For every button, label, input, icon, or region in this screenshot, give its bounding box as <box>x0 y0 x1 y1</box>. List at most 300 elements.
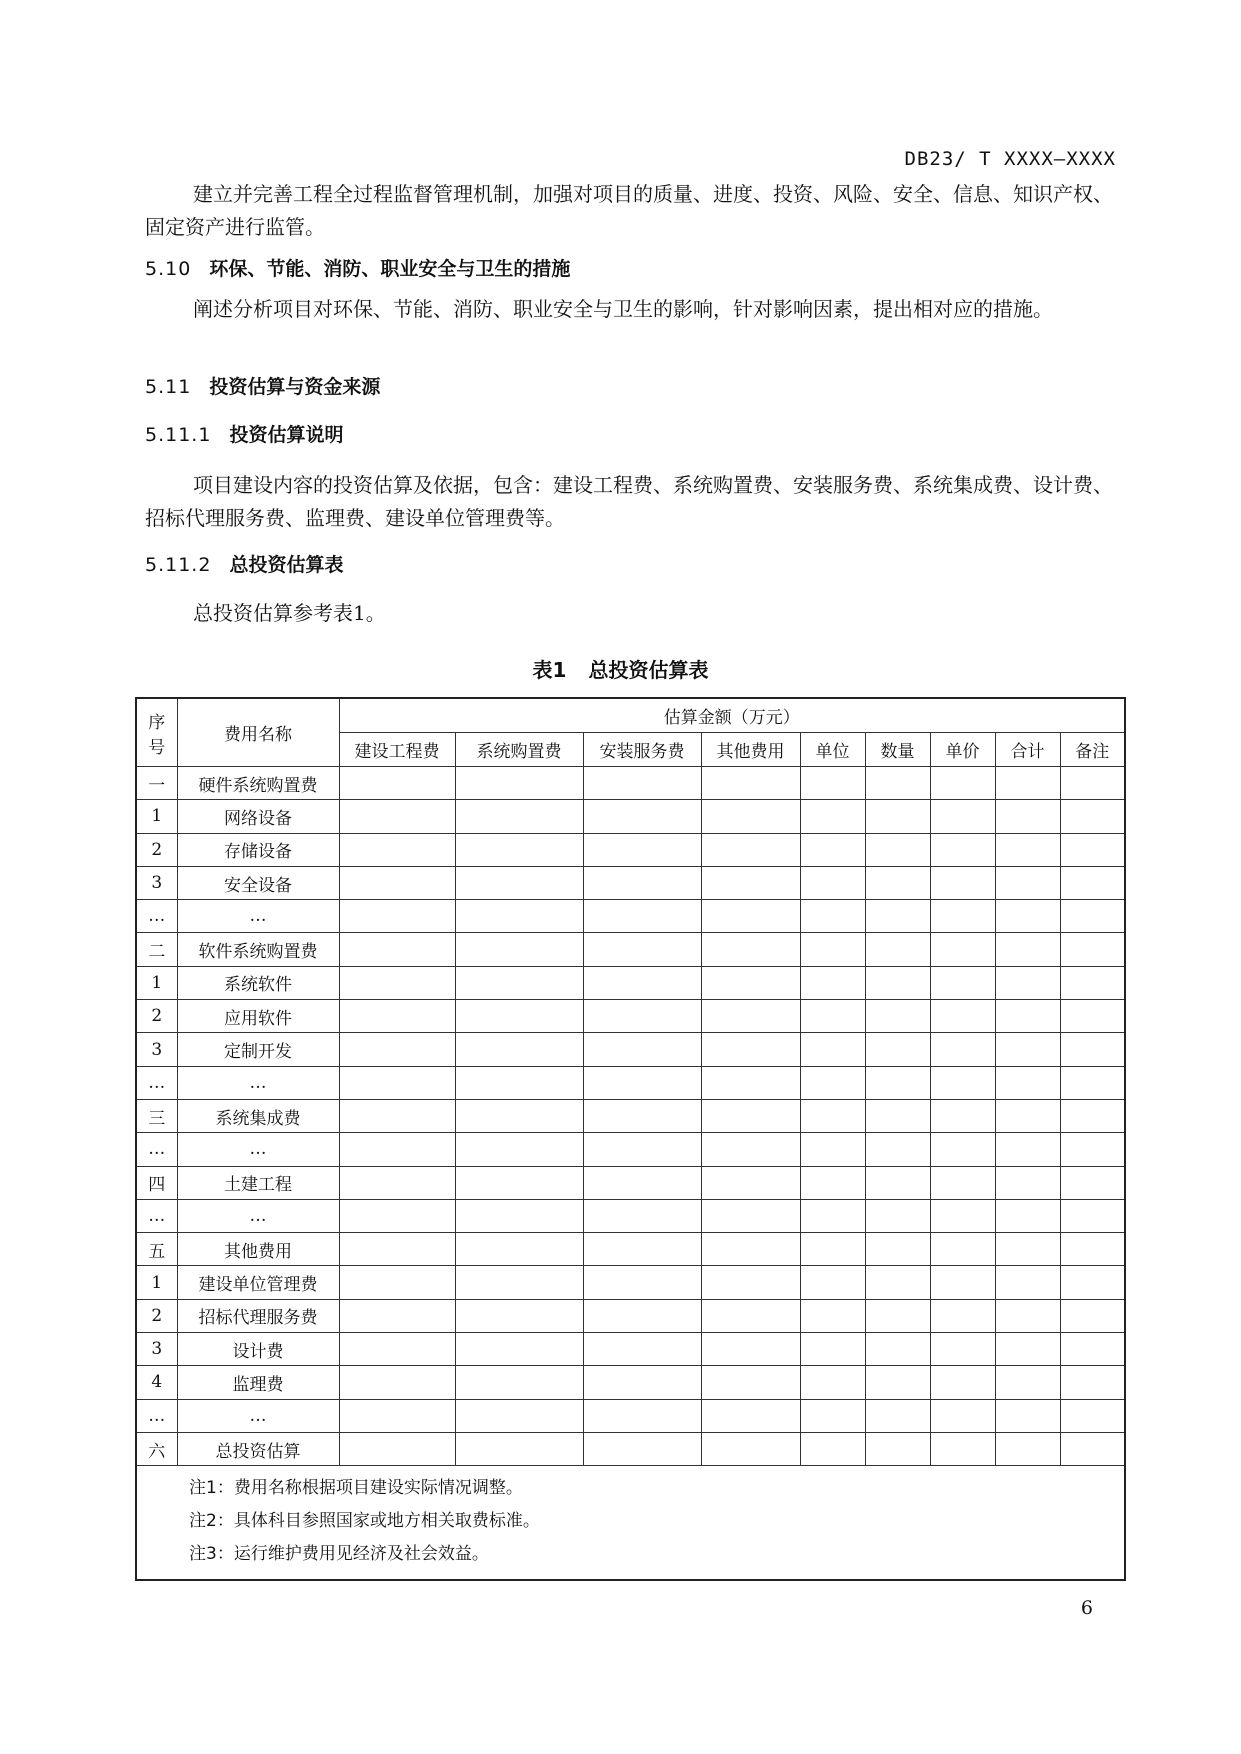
value-cell[interactable] <box>701 1099 800 1132</box>
value-cell[interactable] <box>865 933 930 966</box>
value-cell[interactable] <box>1060 966 1125 999</box>
value-cell[interactable] <box>930 1099 995 1132</box>
row-number-cell: 1 <box>136 800 177 833</box>
value-cell[interactable] <box>800 1299 865 1332</box>
value-cell[interactable] <box>930 1299 995 1332</box>
value-cell[interactable] <box>339 1199 455 1232</box>
table-caption-number: 表1 <box>532 658 567 682</box>
row-number-cell: 六 <box>136 1432 177 1465</box>
value-cell[interactable] <box>930 1366 995 1399</box>
note-label: 注2： <box>189 1511 234 1532</box>
value-cell[interactable] <box>583 1000 701 1033</box>
value-cell[interactable] <box>455 833 583 866</box>
value-cell[interactable] <box>1060 1399 1125 1432</box>
table-note <box>189 1472 1124 1505</box>
value-cell[interactable] <box>339 1166 455 1199</box>
value-cell[interactable] <box>930 1432 995 1465</box>
value-cell[interactable] <box>995 966 1060 999</box>
column-header: 单位 <box>800 733 865 767</box>
value-cell[interactable] <box>930 933 995 966</box>
value-cell[interactable] <box>995 900 1060 933</box>
value-cell[interactable] <box>339 1233 455 1266</box>
row-name-cell: 硬件系统购置费 <box>177 767 339 800</box>
section-heading-5-11 <box>145 372 380 399</box>
value-cell[interactable] <box>339 1366 455 1399</box>
note-label: 注1： <box>189 1478 234 1499</box>
value-cell[interactable] <box>1060 866 1125 899</box>
value-cell[interactable] <box>865 1233 930 1266</box>
row-name-cell: 定制开发 <box>177 1033 339 1066</box>
value-cell[interactable] <box>1060 800 1125 833</box>
value-cell[interactable] <box>455 966 583 999</box>
value-cell[interactable] <box>339 1000 455 1033</box>
value-cell[interactable] <box>800 1033 865 1066</box>
value-cell[interactable] <box>455 900 583 933</box>
value-cell[interactable] <box>583 1166 701 1199</box>
value-cell[interactable] <box>865 1366 930 1399</box>
column-header: 系统购置费 <box>455 733 583 767</box>
table-body <box>136 767 1125 1466</box>
section-number: 5.11 <box>145 376 192 398</box>
row-name-cell: 软件系统购置费 <box>177 933 339 966</box>
column-header: 建设工程费 <box>339 733 455 767</box>
value-cell[interactable] <box>583 1366 701 1399</box>
row-number-cell: 二 <box>136 933 177 966</box>
value-cell[interactable] <box>930 1233 995 1266</box>
value-cell[interactable] <box>455 1299 583 1332</box>
value-cell[interactable] <box>583 866 701 899</box>
column-header: 数量 <box>865 733 930 767</box>
paragraph-text: 项目建设内容的投资估算及依据，包含：建设工程费、系统购置费、安装服务费、系统集成费、设计费、招标代理服务费、监理费、建设单位管理费等。 <box>145 473 1113 530</box>
value-cell[interactable] <box>583 1066 701 1099</box>
table-row <box>136 1233 1125 1266</box>
value-cell[interactable] <box>995 1033 1060 1066</box>
value-cell[interactable] <box>865 1133 930 1166</box>
value-cell[interactable] <box>930 1000 995 1033</box>
value-cell[interactable] <box>865 1432 930 1465</box>
table-caption-title: 总投资估算表 <box>588 658 709 682</box>
table-row <box>136 1366 1125 1399</box>
section-heading-5-11-1 <box>145 420 343 447</box>
value-cell[interactable] <box>455 1266 583 1299</box>
value-cell[interactable] <box>1060 1066 1125 1099</box>
value-cell[interactable] <box>1060 1033 1125 1066</box>
value-cell[interactable] <box>583 1233 701 1266</box>
row-name-cell: 招标代理服务费 <box>177 1299 339 1332</box>
value-cell[interactable] <box>583 1133 701 1166</box>
page-number: 6 <box>1080 1597 1093 1619</box>
value-cell[interactable] <box>339 1299 455 1332</box>
value-cell[interactable] <box>701 833 800 866</box>
value-cell[interactable] <box>339 900 455 933</box>
section-title: 环保、节能、消防、职业安全与卫生的措施 <box>209 258 571 280</box>
value-cell[interactable] <box>995 1233 1060 1266</box>
value-cell[interactable] <box>995 1166 1060 1199</box>
note-text: 费用名称根据项目建设实际情况调整。 <box>233 1478 523 1499</box>
value-cell[interactable] <box>701 1233 800 1266</box>
value-cell[interactable] <box>455 1033 583 1066</box>
value-cell[interactable] <box>800 1399 865 1432</box>
value-cell[interactable] <box>800 1166 865 1199</box>
table-row <box>136 1099 1125 1132</box>
value-cell[interactable] <box>865 966 930 999</box>
value-cell[interactable] <box>583 1432 701 1465</box>
value-cell[interactable] <box>455 1099 583 1132</box>
row-name-cell: 设计费 <box>177 1333 339 1366</box>
value-cell[interactable] <box>339 1066 455 1099</box>
table-note <box>189 1538 1124 1571</box>
value-cell[interactable] <box>800 1432 865 1465</box>
paragraph-text: 总投资估算参考表1。 <box>193 601 386 625</box>
value-cell[interactable] <box>455 1432 583 1465</box>
value-cell[interactable] <box>800 1133 865 1166</box>
row-number-cell: 四 <box>136 1166 177 1199</box>
value-cell[interactable] <box>800 1266 865 1299</box>
column-header: 备注 <box>1060 733 1125 767</box>
value-cell[interactable] <box>455 1066 583 1099</box>
value-cell[interactable] <box>995 866 1060 899</box>
value-cell[interactable] <box>800 800 865 833</box>
value-cell[interactable] <box>800 1366 865 1399</box>
table-row <box>136 933 1125 966</box>
row-number-cell: 2 <box>136 1299 177 1332</box>
value-cell[interactable] <box>1060 1366 1125 1399</box>
column-header-no <box>136 698 177 767</box>
table-row <box>136 1199 1125 1232</box>
table-row <box>136 1033 1125 1066</box>
value-cell[interactable] <box>995 1133 1060 1166</box>
value-cell[interactable] <box>701 1399 800 1432</box>
value-cell[interactable] <box>455 1233 583 1266</box>
value-cell[interactable] <box>339 767 455 800</box>
value-cell[interactable] <box>930 1133 995 1166</box>
value-cell[interactable] <box>583 1266 701 1299</box>
value-cell[interactable] <box>455 1000 583 1033</box>
table-row <box>136 833 1125 866</box>
value-cell[interactable] <box>930 1033 995 1066</box>
column-header-no-top: 序 <box>148 712 166 733</box>
document-code: DB23/ T XXXX—XXXX <box>904 148 1116 170</box>
value-cell[interactable] <box>583 1199 701 1232</box>
row-name-cell: … <box>177 1133 339 1166</box>
value-cell[interactable] <box>995 1333 1060 1366</box>
value-cell[interactable] <box>865 1399 930 1432</box>
value-cell[interactable] <box>995 1399 1060 1432</box>
value-cell[interactable] <box>800 1333 865 1366</box>
value-cell[interactable] <box>1060 900 1125 933</box>
value-cell[interactable] <box>995 800 1060 833</box>
value-cell[interactable] <box>701 767 800 800</box>
value-cell[interactable] <box>1060 1000 1125 1033</box>
value-cell[interactable] <box>865 767 930 800</box>
value-cell[interactable] <box>1060 1166 1125 1199</box>
table-row <box>136 1399 1125 1432</box>
value-cell[interactable] <box>995 1066 1060 1099</box>
row-name-cell: 存储设备 <box>177 833 339 866</box>
paragraph-supervision <box>145 178 1120 244</box>
table-header-row <box>136 698 1125 733</box>
value-cell[interactable] <box>583 966 701 999</box>
value-cell[interactable] <box>339 833 455 866</box>
value-cell[interactable] <box>455 1399 583 1432</box>
value-cell[interactable] <box>865 1099 930 1132</box>
value-cell[interactable] <box>930 1399 995 1432</box>
table-notes-row <box>136 1466 1125 1581</box>
row-name-cell: 土建工程 <box>177 1166 339 1199</box>
row-number-cell: 4 <box>136 1366 177 1399</box>
value-cell[interactable] <box>865 900 930 933</box>
value-cell[interactable] <box>800 767 865 800</box>
value-cell[interactable] <box>701 1066 800 1099</box>
value-cell[interactable] <box>995 1266 1060 1299</box>
value-cell[interactable] <box>583 1099 701 1132</box>
column-group-header: 估算金额（万元） <box>339 698 1125 733</box>
value-cell[interactable] <box>701 1133 800 1166</box>
table-row <box>136 866 1125 899</box>
value-cell[interactable] <box>455 866 583 899</box>
value-cell[interactable] <box>1060 1099 1125 1132</box>
value-cell[interactable] <box>339 933 455 966</box>
row-number-cell: 五 <box>136 1233 177 1266</box>
column-header-no-bottom: 号 <box>148 737 166 758</box>
value-cell[interactable] <box>800 866 865 899</box>
row-name-cell: 监理费 <box>177 1366 339 1399</box>
value-cell[interactable] <box>455 1166 583 1199</box>
row-number-cell: 1 <box>136 966 177 999</box>
value-cell[interactable] <box>800 1099 865 1132</box>
table-row <box>136 1133 1125 1166</box>
column-header: 合计 <box>995 733 1060 767</box>
value-cell[interactable] <box>1060 1233 1125 1266</box>
value-cell[interactable] <box>800 1066 865 1099</box>
value-cell[interactable] <box>701 1166 800 1199</box>
value-cell[interactable] <box>995 1099 1060 1132</box>
table-row <box>136 1299 1125 1332</box>
investment-estimate-table <box>135 697 1126 1581</box>
value-cell[interactable] <box>1060 1199 1125 1232</box>
row-name-cell: … <box>177 1199 339 1232</box>
value-cell[interactable] <box>339 1399 455 1432</box>
row-number-cell: … <box>136 1199 177 1232</box>
value-cell[interactable] <box>995 1000 1060 1033</box>
value-cell[interactable] <box>455 1333 583 1366</box>
section-heading-5-11-2 <box>145 550 343 577</box>
value-cell[interactable] <box>701 1432 800 1465</box>
table-notes <box>136 1466 1125 1581</box>
value-cell[interactable] <box>865 1000 930 1033</box>
value-cell[interactable] <box>930 900 995 933</box>
value-cell[interactable] <box>865 1299 930 1332</box>
value-cell[interactable] <box>995 1366 1060 1399</box>
paragraph-text: 阐述分析项目对环保、节能、消防、职业安全与卫生的影响，针对影响因素，提出相对应的措施。 <box>193 297 1053 321</box>
table-row <box>136 1266 1125 1299</box>
value-cell[interactable] <box>930 1199 995 1232</box>
row-number-cell: … <box>136 900 177 933</box>
value-cell[interactable] <box>1060 1432 1125 1465</box>
value-cell[interactable] <box>995 1199 1060 1232</box>
row-number-cell: 2 <box>136 833 177 866</box>
row-name-cell: 系统集成费 <box>177 1099 339 1132</box>
value-cell[interactable] <box>455 767 583 800</box>
value-cell[interactable] <box>865 1333 930 1366</box>
row-name-cell: … <box>177 900 339 933</box>
value-cell[interactable] <box>339 966 455 999</box>
value-cell[interactable] <box>865 833 930 866</box>
table-row <box>136 966 1125 999</box>
value-cell[interactable] <box>995 1432 1060 1465</box>
value-cell[interactable] <box>865 866 930 899</box>
section-number: 5.10 <box>145 258 192 280</box>
value-cell[interactable] <box>930 866 995 899</box>
table-note <box>189 1505 1124 1538</box>
value-cell[interactable] <box>339 1133 455 1166</box>
value-cell[interactable] <box>701 800 800 833</box>
value-cell[interactable] <box>339 1033 455 1066</box>
value-cell[interactable] <box>1060 1133 1125 1166</box>
row-number-cell: 一 <box>136 767 177 800</box>
value-cell[interactable] <box>995 833 1060 866</box>
note-text: 运行维护费用见经济及社会效益。 <box>233 1544 489 1565</box>
value-cell[interactable] <box>583 933 701 966</box>
value-cell[interactable] <box>455 800 583 833</box>
value-cell[interactable] <box>930 833 995 866</box>
value-cell[interactable] <box>455 1366 583 1399</box>
value-cell[interactable] <box>800 1233 865 1266</box>
value-cell[interactable] <box>800 933 865 966</box>
value-cell[interactable] <box>995 767 1060 800</box>
value-cell[interactable] <box>995 1299 1060 1332</box>
value-cell[interactable] <box>701 1000 800 1033</box>
value-cell[interactable] <box>1060 767 1125 800</box>
value-cell[interactable] <box>930 966 995 999</box>
row-number-cell: … <box>136 1066 177 1099</box>
value-cell[interactable] <box>865 1166 930 1199</box>
value-cell[interactable] <box>800 1000 865 1033</box>
row-number-cell: 3 <box>136 1033 177 1066</box>
value-cell[interactable] <box>995 933 1060 966</box>
section-heading-5-10 <box>145 254 570 281</box>
value-cell[interactable] <box>701 966 800 999</box>
row-number-cell: 3 <box>136 1333 177 1366</box>
row-name-cell: 建设单位管理费 <box>177 1266 339 1299</box>
value-cell[interactable] <box>583 833 701 866</box>
value-cell[interactable] <box>701 1033 800 1066</box>
value-cell[interactable] <box>583 1033 701 1066</box>
note-label: 注3： <box>189 1544 234 1565</box>
value-cell[interactable] <box>1060 1266 1125 1299</box>
value-cell[interactable] <box>339 800 455 833</box>
section-title: 总投资估算表 <box>229 554 344 576</box>
value-cell[interactable] <box>1060 1333 1125 1366</box>
value-cell[interactable] <box>701 1266 800 1299</box>
row-number-cell: 1 <box>136 1266 177 1299</box>
value-cell[interactable] <box>930 1166 995 1199</box>
table-row <box>136 1066 1125 1099</box>
value-cell[interactable] <box>583 1399 701 1432</box>
value-cell[interactable] <box>339 1333 455 1366</box>
value-cell[interactable] <box>701 1333 800 1366</box>
value-cell[interactable] <box>583 1299 701 1332</box>
value-cell[interactable] <box>1060 833 1125 866</box>
value-cell[interactable] <box>701 933 800 966</box>
row-name-cell: 系统软件 <box>177 966 339 999</box>
row-number-cell: … <box>136 1133 177 1166</box>
row-name-cell: 总投资估算 <box>177 1432 339 1465</box>
value-cell[interactable] <box>930 767 995 800</box>
value-cell[interactable] <box>339 1266 455 1299</box>
row-name-cell: 安全设备 <box>177 866 339 899</box>
paragraph-table-reference <box>145 597 1120 630</box>
paragraph-environment <box>145 293 1120 326</box>
paragraph-investment-basis <box>145 469 1120 535</box>
value-cell[interactable] <box>800 966 865 999</box>
section-number: 5.11.1 <box>145 424 212 446</box>
value-cell[interactable] <box>455 1199 583 1232</box>
value-cell[interactable] <box>701 866 800 899</box>
value-cell[interactable] <box>701 1199 800 1232</box>
table-row <box>136 800 1125 833</box>
value-cell[interactable] <box>339 866 455 899</box>
value-cell[interactable] <box>865 1033 930 1066</box>
table-row <box>136 767 1125 800</box>
section-title: 投资估算说明 <box>229 424 344 446</box>
value-cell[interactable] <box>339 1432 455 1465</box>
value-cell[interactable] <box>865 800 930 833</box>
value-cell[interactable] <box>701 1366 800 1399</box>
value-cell[interactable] <box>930 1066 995 1099</box>
value-cell[interactable] <box>865 1266 930 1299</box>
column-header: 单价 <box>930 733 995 767</box>
column-header: 其他费用 <box>701 733 800 767</box>
value-cell[interactable] <box>583 767 701 800</box>
row-name-cell: 应用软件 <box>177 1000 339 1033</box>
table-row <box>136 1166 1125 1199</box>
column-header: 安装服务费 <box>583 733 701 767</box>
value-cell[interactable] <box>800 900 865 933</box>
value-cell[interactable] <box>930 1266 995 1299</box>
table-row <box>136 1432 1125 1465</box>
value-cell[interactable] <box>930 1333 995 1366</box>
value-cell[interactable] <box>800 1199 865 1232</box>
value-cell[interactable] <box>583 800 701 833</box>
value-cell[interactable] <box>339 1099 455 1132</box>
value-cell[interactable] <box>701 900 800 933</box>
row-number-cell: 三 <box>136 1099 177 1132</box>
row-name-cell: … <box>177 1399 339 1432</box>
row-number-cell: … <box>136 1399 177 1432</box>
row-number-cell: 3 <box>136 866 177 899</box>
table-caption <box>0 654 1241 683</box>
value-cell[interactable] <box>1060 1299 1125 1332</box>
value-cell[interactable] <box>800 833 865 866</box>
value-cell[interactable] <box>583 1333 701 1366</box>
value-cell[interactable] <box>1060 933 1125 966</box>
table-row <box>136 900 1125 933</box>
value-cell[interactable] <box>865 1066 930 1099</box>
section-number: 5.11.2 <box>145 554 212 576</box>
value-cell[interactable] <box>930 800 995 833</box>
row-name-cell: 网络设备 <box>177 800 339 833</box>
paragraph-text: 建立并完善工程全过程监督管理机制，加强对项目的质量、进度、投资、风险、安全、信息、知识产权、固定资产进行监管。 <box>145 182 1113 239</box>
table-row <box>136 1000 1125 1033</box>
table-row <box>136 1333 1125 1366</box>
row-name-cell: 其他费用 <box>177 1233 339 1266</box>
value-cell[interactable] <box>455 933 583 966</box>
value-cell[interactable] <box>455 1133 583 1166</box>
value-cell[interactable] <box>583 900 701 933</box>
value-cell[interactable] <box>865 1199 930 1232</box>
value-cell[interactable] <box>701 1299 800 1332</box>
